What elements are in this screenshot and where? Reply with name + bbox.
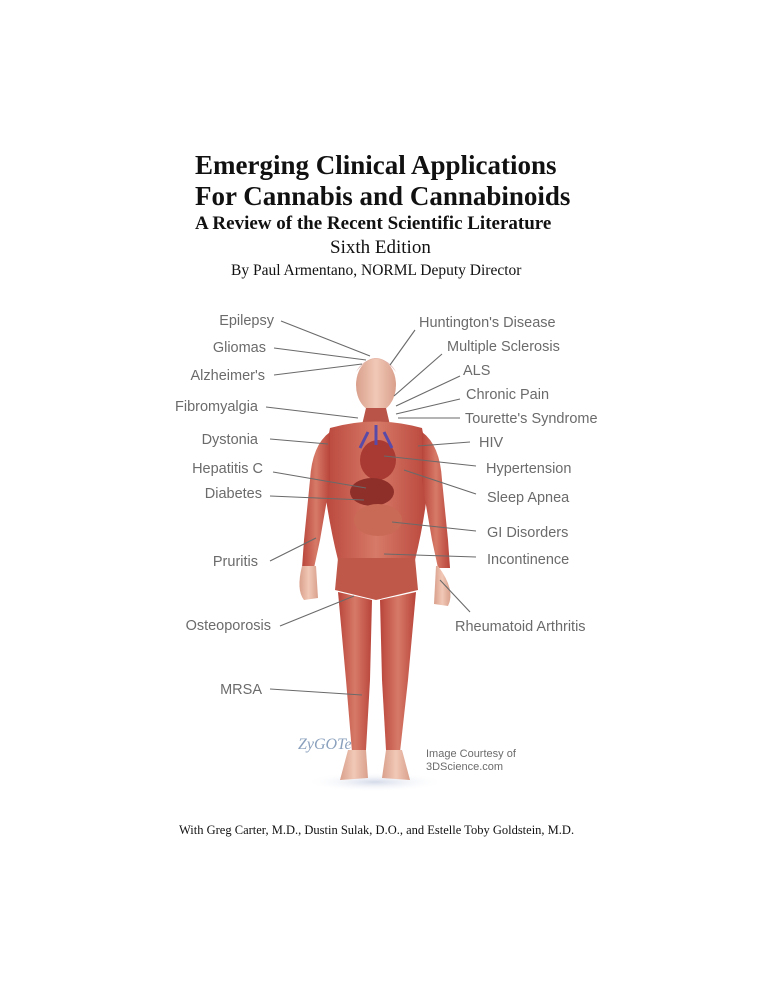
right-leg	[338, 592, 372, 752]
label-mrsa: MRSA	[220, 682, 262, 698]
label-tourettes: Tourette's Syndrome	[465, 411, 598, 427]
label-diabetes: Diabetes	[204, 486, 262, 502]
leader-fibromyalgia	[266, 407, 358, 418]
right-arm	[302, 432, 330, 568]
zygote-logo: ZyGOTe	[298, 736, 352, 753]
label-epilepsy: Epilepsy	[219, 313, 274, 329]
label-fibromyalgia: Fibromyalgia	[175, 399, 258, 415]
byline: By Paul Armentano, NORML Deputy Director	[231, 262, 522, 279]
head	[356, 358, 396, 412]
edition: Sixth Edition	[330, 237, 431, 258]
title-line-1: Emerging Clinical Applications	[195, 150, 557, 180]
image-credit-line-1: Image Courtesy of	[426, 748, 516, 760]
label-hiv: HIV	[479, 435, 504, 451]
label-osteoporosis: Osteoporosis	[185, 618, 271, 634]
label-hypertension: Hypertension	[486, 461, 572, 477]
label-huntingtons: Huntington's Disease	[419, 315, 556, 331]
label-rheumatoid-arthritis: Rheumatoid Arthritis	[455, 619, 586, 635]
label-hepatitis-c: Hepatitis C	[192, 461, 263, 477]
left-arm	[422, 432, 450, 568]
human-body-illustration	[299, 358, 450, 780]
image-credit-line-2: 3DScience.com	[426, 761, 504, 773]
label-chronic-pain: Chronic Pain	[466, 387, 550, 403]
label-gliomas: Gliomas	[212, 340, 266, 356]
leader-huntingtons	[390, 330, 415, 365]
right-hand	[299, 566, 318, 600]
label-pruritis: Pruritis	[212, 554, 258, 570]
label-gi-disorders: GI Disorders	[487, 525, 569, 541]
pelvis	[335, 558, 418, 600]
right-foot	[340, 750, 368, 780]
label-sleep-apnea: Sleep Apnea	[487, 490, 570, 506]
label-alzheimers: Alzheimer's	[190, 368, 265, 384]
intestines	[354, 504, 402, 536]
ground-shadow	[305, 772, 445, 792]
subtitle: A Review of the Recent Scientific Literature	[195, 213, 552, 234]
leader-alzheimers	[274, 364, 362, 375]
leader-gliomas	[274, 348, 366, 360]
authors-line: With Greg Carter, M.D., Dustin Sulak, D.O., and Estelle Toby Goldstein, M.D.	[179, 823, 575, 837]
label-multiple-sclerosis: Multiple Sclerosis	[447, 339, 560, 355]
leader-dystonia	[270, 439, 328, 444]
title-line-2: For Cannabis and Cannabinoids	[195, 181, 571, 211]
labels-left	[175, 313, 275, 698]
liver	[350, 478, 394, 506]
label-dystonia: Dystonia	[201, 432, 258, 448]
leader-multiple-sclerosis	[394, 354, 442, 396]
left-leg	[380, 592, 416, 752]
left-foot	[382, 750, 410, 780]
label-als: ALS	[463, 363, 491, 379]
left-hand	[434, 566, 450, 606]
label-incontinence: Incontinence	[487, 552, 570, 568]
